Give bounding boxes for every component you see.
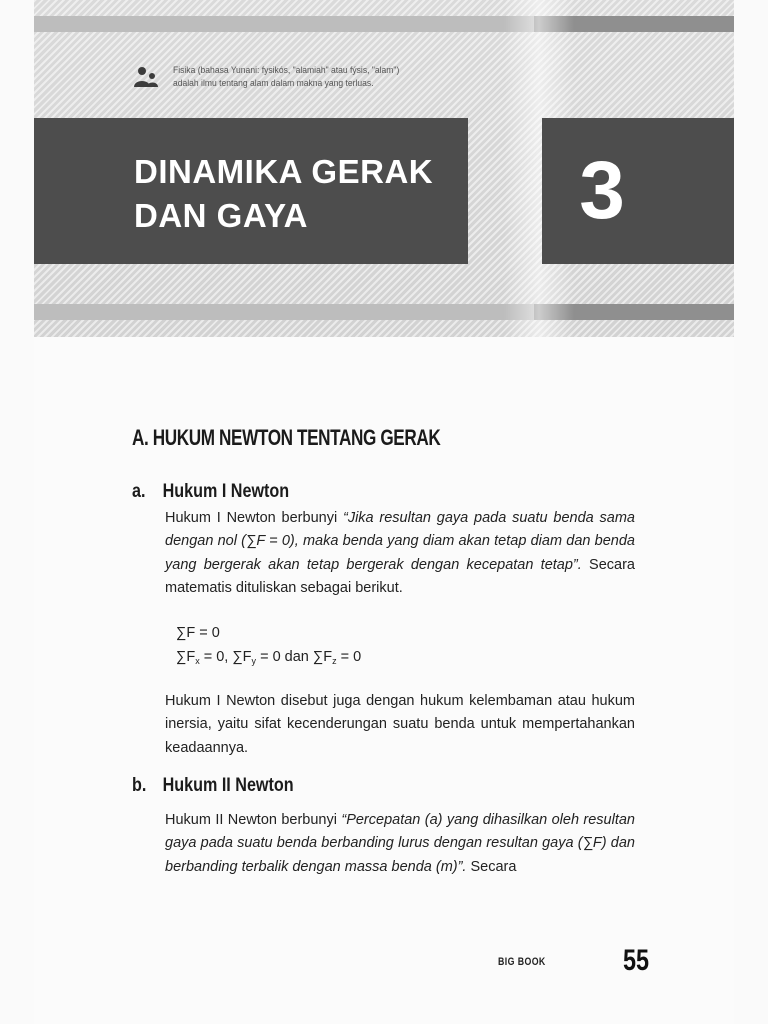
eq2-sub-y: y — [251, 656, 257, 666]
page-number: 55 — [623, 944, 650, 977]
page — [34, 0, 734, 1024]
section-heading: A. HUKUM NEWTON TENTANG GERAK — [132, 425, 441, 450]
sub-heading-b-title: Hukum II Newton — [162, 775, 294, 796]
quote-line-1: Fisika (bahasa Yunani: fysikós, "alamiah" atau fýsis, "alam") — [173, 65, 400, 76]
chapter-title-line-1: DINAMIKA GERAK — [134, 153, 434, 190]
sub-heading-b-letter: b. — [132, 775, 147, 796]
paragraph-hukum-1-quote: “Jika resultan gaya pada suatu benda sama dengan nol (∑F = 0), maka benda yang diam akan tetap diam dan benda yang bergerak akan tetap bergerak dengan kecepatan tetap”. — [165, 510, 635, 573]
chapter-title — [134, 150, 474, 238]
sub-heading-a-title: Hukum I Newton — [162, 481, 290, 502]
paragraph-hukum-2 — [165, 809, 635, 879]
chapter-header — [34, 0, 734, 337]
sub-heading-a — [132, 481, 289, 503]
paragraph-hukum-1-tail: Secara matematis dituliskan sebagai berikut. — [165, 556, 635, 596]
people-icon — [134, 65, 158, 89]
equation-2 — [176, 646, 361, 673]
eq2-part-a: ∑F — [176, 649, 196, 665]
paragraph-hukum-1 — [165, 507, 635, 600]
eq2-part-c: = 0 dan ∑F — [256, 649, 333, 665]
eq2-part-d: = 0 — [336, 649, 362, 665]
sub-heading-a-letter: a. — [132, 481, 146, 502]
paragraph-hukum-2-lead: Hukum II Newton berbunyi — [165, 812, 342, 828]
chapter-quote — [173, 64, 443, 90]
eq2-sub-x: x — [195, 656, 200, 666]
footer-book-label: BIG BOOK — [498, 956, 546, 968]
eq2-sub-z: z — [332, 656, 337, 666]
equation-1: ∑F = 0 — [176, 625, 220, 641]
sub-heading-b — [132, 775, 294, 797]
quote-line-2: adalah ilmu tentang alam dalam makna yang terluas. — [173, 78, 374, 89]
eq2-part-b: = 0, ∑F — [199, 649, 252, 665]
paragraph-hukum-2-quote: “Percepatan (a) yang dihasilkan oleh resultan gaya pada suatu benda berbanding lurus dengan resultan gaya (∑F) dan berbanding terbalik dengan massa benda (m)”. — [165, 812, 635, 875]
paragraph-hukum-2-tail: Secara — [466, 858, 517, 875]
paragraph-hukum-1-lead: Hukum I Newton berbunyi — [165, 510, 343, 526]
chapter-number: 3 — [579, 145, 625, 236]
paragraph-inersia: Hukum I Newton disebut juga dengan hukum kelembaman atau hukum inersia, yaitu sifat kecenderungan suatu benda untuk mempertahankan keadaannya. — [165, 693, 635, 756]
chapter-title-line-2: DAN GAYA — [134, 197, 308, 234]
